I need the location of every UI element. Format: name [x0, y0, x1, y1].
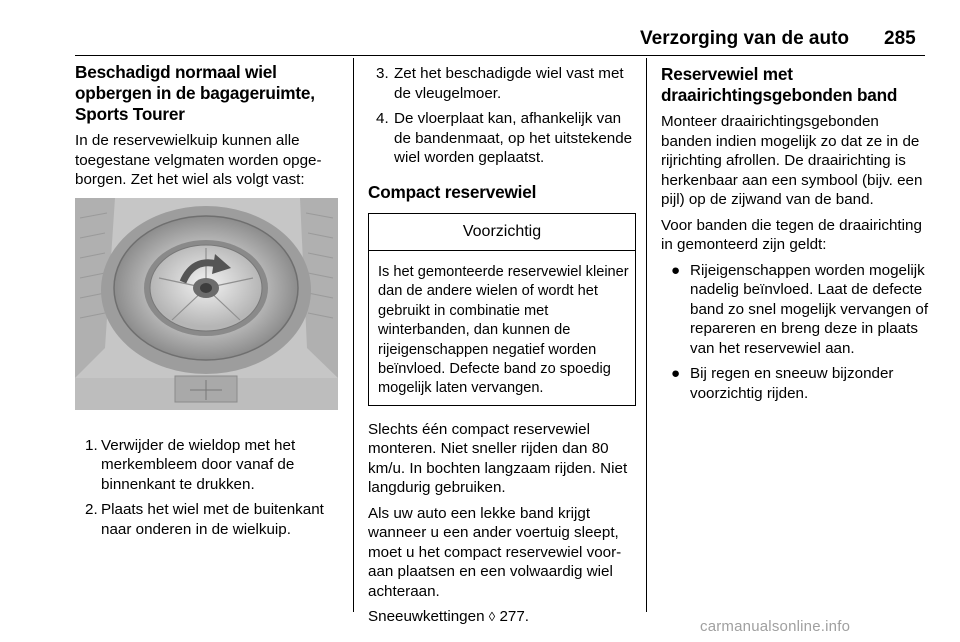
caution-box: [368, 213, 636, 406]
list-item: 4. De vloerplaat kan, afhankelijk van de bandenmaat, op het uitstekende wiel worden geplaatst.: [376, 110, 633, 166]
compact-spare-paragraph-2: Als uw auto een lekke band krijgt wanneer u een ander voertuig sleept, moet u het compact reservewiel vooraan plaatsen en een volwaardig wiel achteraan.: [368, 504, 622, 600]
list-item: 3. Zet het beschadigde wiel vast met de vleugelmoer.: [376, 65, 624, 102]
section-heading-spare-storage: Beschadigd normaal wiel opbergen in de bagageruimte, Sports Tourer: [75, 62, 315, 124]
column-divider-2: [646, 58, 647, 612]
section-heading-compact-spare: Compact reservewiel: [368, 181, 537, 202]
caution-text: Is het gemonteerde reservewiel kleiner dan de andere wielen of wordt het gebruikt in combinatie met winterbanden, dan kunnen de rijeigenschappen negatief worden beïnvloed. Defecte band zo spoedig mogelijk laten vervangen.: [378, 264, 629, 397]
bullet-icon: ●: [671, 365, 681, 382]
spare-wheel-well-photo: [75, 198, 338, 410]
chapter-title: Verzorging van de auto: [640, 28, 850, 49]
directional-paragraph-1: Monteer draairichtingsgebonden banden indien mogelijk zo dat ze in de rijrichting afrollen. De draairichting is herkenbaar aan een symbool (bijv. een pijl) op de zijwand van de band.: [661, 113, 923, 208]
bullet-icon: ●: [671, 261, 681, 279]
list-item: 2. Plaats het wiel met de buitenkant naar onderen in de wielkuip.: [85, 501, 324, 538]
intro-paragraph: In de reservewielkuip kunnen alle toegestane velgmaten worden opgeborgen. Zet het wiel als volgt vast:: [75, 132, 322, 188]
watermark: carmanualsonline.info: [700, 618, 851, 635]
column-divider-1: [353, 58, 354, 612]
page-reference-icon: ◊: [488, 609, 496, 625]
directional-bullet-list: [661, 261, 931, 404]
directional-paragraph-2: Voor banden die tegen de draairichting in gemonteerd zijn geldt:: [661, 216, 922, 253]
list-item: 1. Verwijder de wieldop met het merkembleem door vanaf de binnenkant te drukken.: [85, 436, 296, 493]
compact-spare-paragraph-1: Slechts één compact reservewiel monteren. Niet sneller rijden dan 80 km/u. In bochten langzaam rijden. Niet langdurig gebruiken.: [368, 420, 628, 497]
header-divider: [75, 55, 925, 56]
section-heading-directional-tire: Reservewiel met draairichtingsgebonden band: [661, 64, 898, 105]
column-1: [75, 62, 345, 545]
storage-steps-list-cont: [368, 64, 636, 168]
caution-title: Voorzichtig: [369, 214, 635, 252]
column-2: [368, 64, 636, 633]
column-3: [661, 64, 931, 409]
list-item: ● Rijeigenschappen worden mogelijk nadelig beïnvloed. Laat de defecte band zo snel mogelijk vervangen of repareren en breng deze in plaats van het reservewiel aan.: [671, 261, 929, 357]
storage-steps-list: [75, 436, 345, 540]
snow-chains-reference[interactable]: Sneeuwkettingen ◊ 277.: [368, 608, 529, 626]
list-item: ● Bij regen en sneeuw bijzonder voorzichtig rijden.: [671, 365, 894, 402]
page-number: 285: [884, 28, 916, 49]
